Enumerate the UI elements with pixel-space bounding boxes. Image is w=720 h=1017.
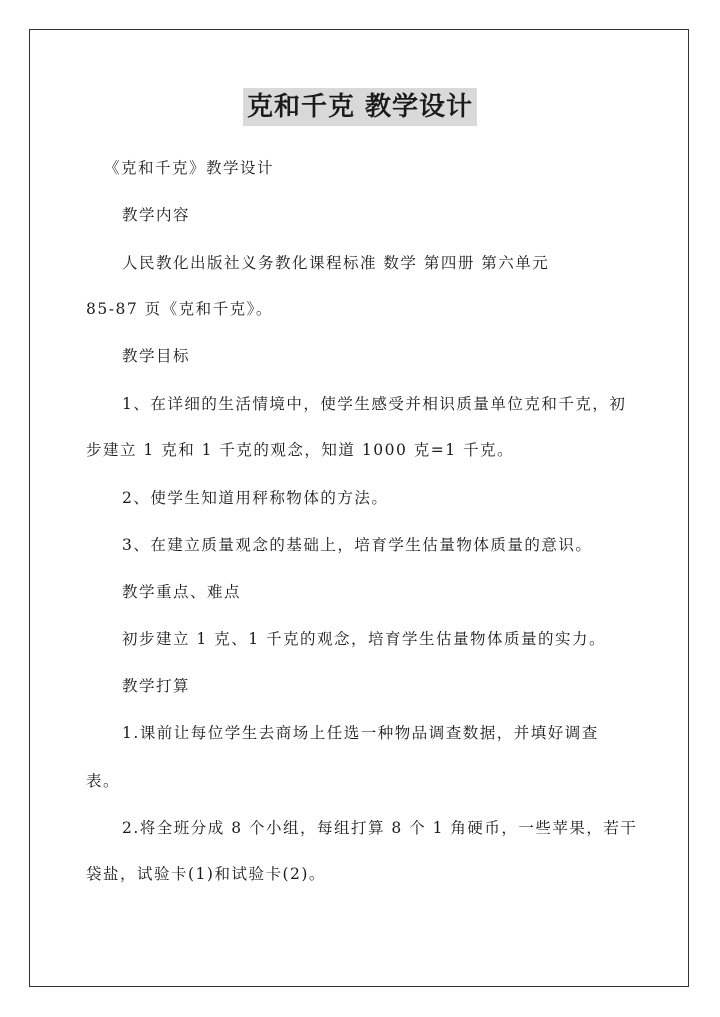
section-heading-content: 教学内容 — [122, 206, 191, 224]
paragraph-line: 初步建立 1 克、1 千克的观念，培育学生估量物体质量的实力。 — [122, 630, 607, 648]
paragraph-line: 袋盐，试验卡(1)和试验卡(2)。 — [86, 865, 326, 883]
paragraph-line: 步建立 1 克和 1 千克的观念，知道 1000 克=1 千克。 — [86, 441, 515, 459]
paragraph-line: 1、在详细的生活情境中，使学生感受并相识质量单位克和千克，初 — [122, 395, 627, 413]
paragraph-line: 85-87 页《克和千克》。 — [86, 300, 273, 318]
title-container — [0, 88, 720, 126]
paragraph-line: 表。 — [86, 772, 121, 790]
section-heading-key-points: 教学重点、难点 — [122, 583, 242, 601]
section-heading-preparation: 教学打算 — [122, 677, 191, 695]
document-title: 克和千克 教学设计 — [243, 88, 477, 126]
paragraph-line: 2、使学生知道用秤称物体的方法。 — [122, 489, 389, 507]
paragraph-line: 人民教化出版社义务教化课程标准 数学 第四册 第六单元 — [122, 254, 550, 272]
paragraph-line: 2.将全班分成 8 个小组，每组打算 8 个 1 角硬币，一些苹果，若干 — [122, 819, 638, 837]
subtitle-line: 《克和千克》教学设计 — [104, 159, 275, 177]
section-heading-goals: 教学目标 — [122, 347, 191, 365]
paragraph-line: 3、在建立质量观念的基础上，培育学生估量物体质量的意识。 — [122, 536, 593, 554]
paragraph-line: 1.课前让每位学生去商场上任选一种物品调查数据，并填好调查 — [122, 724, 599, 742]
